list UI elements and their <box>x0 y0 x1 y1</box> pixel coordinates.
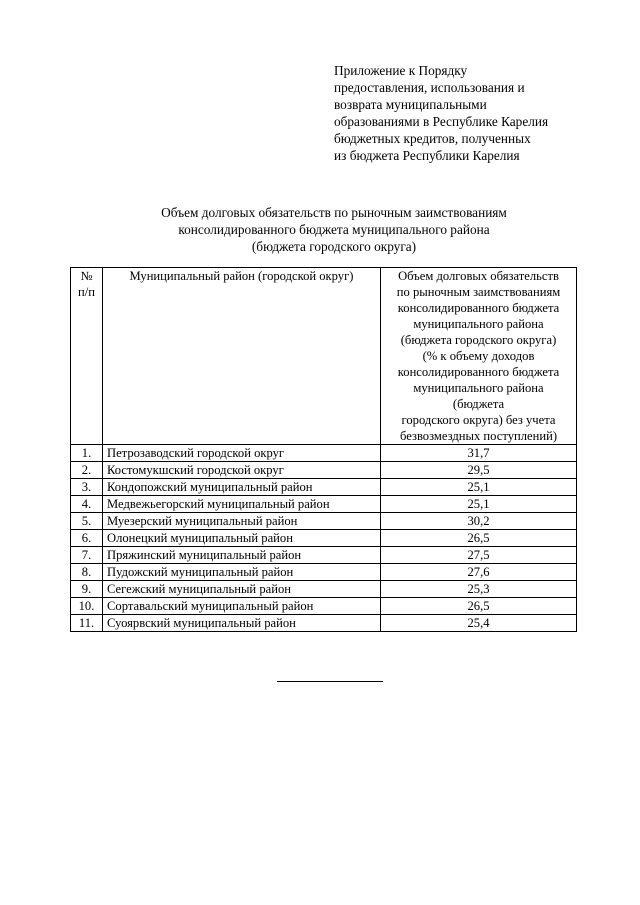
debt-table <box>70 267 577 632</box>
row-debt-value: 30,2 <box>381 513 577 530</box>
table-row <box>71 598 577 615</box>
row-district-name: Костомукшский городской округ <box>103 462 381 479</box>
row-district-name: Пудожский муниципальный район <box>103 564 381 581</box>
row-district-name: Олонецкий муниципальный район <box>103 530 381 547</box>
table-row <box>71 581 577 598</box>
row-number: 8. <box>71 564 103 581</box>
row-debt-value: 26,5 <box>381 530 577 547</box>
row-district-name: Сортавальский муниципальный район <box>103 598 381 615</box>
table-row <box>71 615 577 632</box>
row-number: 11. <box>71 615 103 632</box>
row-debt-value: 25,3 <box>381 581 577 598</box>
table-row <box>71 496 577 513</box>
header-debt-volume: Объем долговых обязательств по рыночным заимствованиям консолидированного бюджета муниципального района (бюджета городского округа) (% к объему доходов консолидированного бюджета муниципального района (бюджета городского округа) без учета безвозмездных поступлений) <box>381 268 577 445</box>
table-row <box>71 445 577 462</box>
row-district-name: Суоярвский муниципальный район <box>103 615 381 632</box>
table-header-row <box>71 268 577 445</box>
header-num: № п/п <box>71 268 103 445</box>
row-district-name: Петрозаводский городской округ <box>103 445 381 462</box>
row-debt-value: 27,5 <box>381 547 577 564</box>
appendix-note: Приложение к Порядку предоставления, использования и возврата муниципальными образованиями в Республике Карелия бюджетных кредитов, полученных из бюджета Республики Карелия <box>334 63 549 163</box>
row-debt-value: 31,7 <box>381 445 577 462</box>
table-row <box>71 513 577 530</box>
row-debt-value: 29,5 <box>381 462 577 479</box>
signature-line <box>277 681 383 682</box>
row-district-name: Муезерский муниципальный район <box>103 513 381 530</box>
row-number: 2. <box>71 462 103 479</box>
row-district-name: Сегежский муниципальный район <box>103 581 381 598</box>
row-debt-value: 26,5 <box>381 598 577 615</box>
row-number: 5. <box>71 513 103 530</box>
row-debt-value: 27,6 <box>381 564 577 581</box>
table-row <box>71 530 577 547</box>
row-number: 3. <box>71 479 103 496</box>
row-district-name: Медвежьегорский муниципальный район <box>103 496 381 513</box>
row-number: 1. <box>71 445 103 462</box>
header-district: Муниципальный район (городской округ) <box>103 268 381 445</box>
table-row <box>71 462 577 479</box>
row-debt-value: 25,4 <box>381 615 577 632</box>
row-number: 10. <box>71 598 103 615</box>
row-debt-value: 25,1 <box>381 496 577 513</box>
row-district-name: Пряжинский муниципальный район <box>103 547 381 564</box>
document-title: Объем долговых обязательств по рыночным заимствованиям консолидированного бюджета муниципального района (бюджета городского округа) <box>161 205 507 254</box>
table-row <box>71 547 577 564</box>
table-row <box>71 479 577 496</box>
row-number: 4. <box>71 496 103 513</box>
table-row <box>71 564 577 581</box>
row-number: 6. <box>71 530 103 547</box>
row-debt-value: 25,1 <box>381 479 577 496</box>
row-district-name: Кондопожский муниципальный район <box>103 479 381 496</box>
row-number: 9. <box>71 581 103 598</box>
row-number: 7. <box>71 547 103 564</box>
